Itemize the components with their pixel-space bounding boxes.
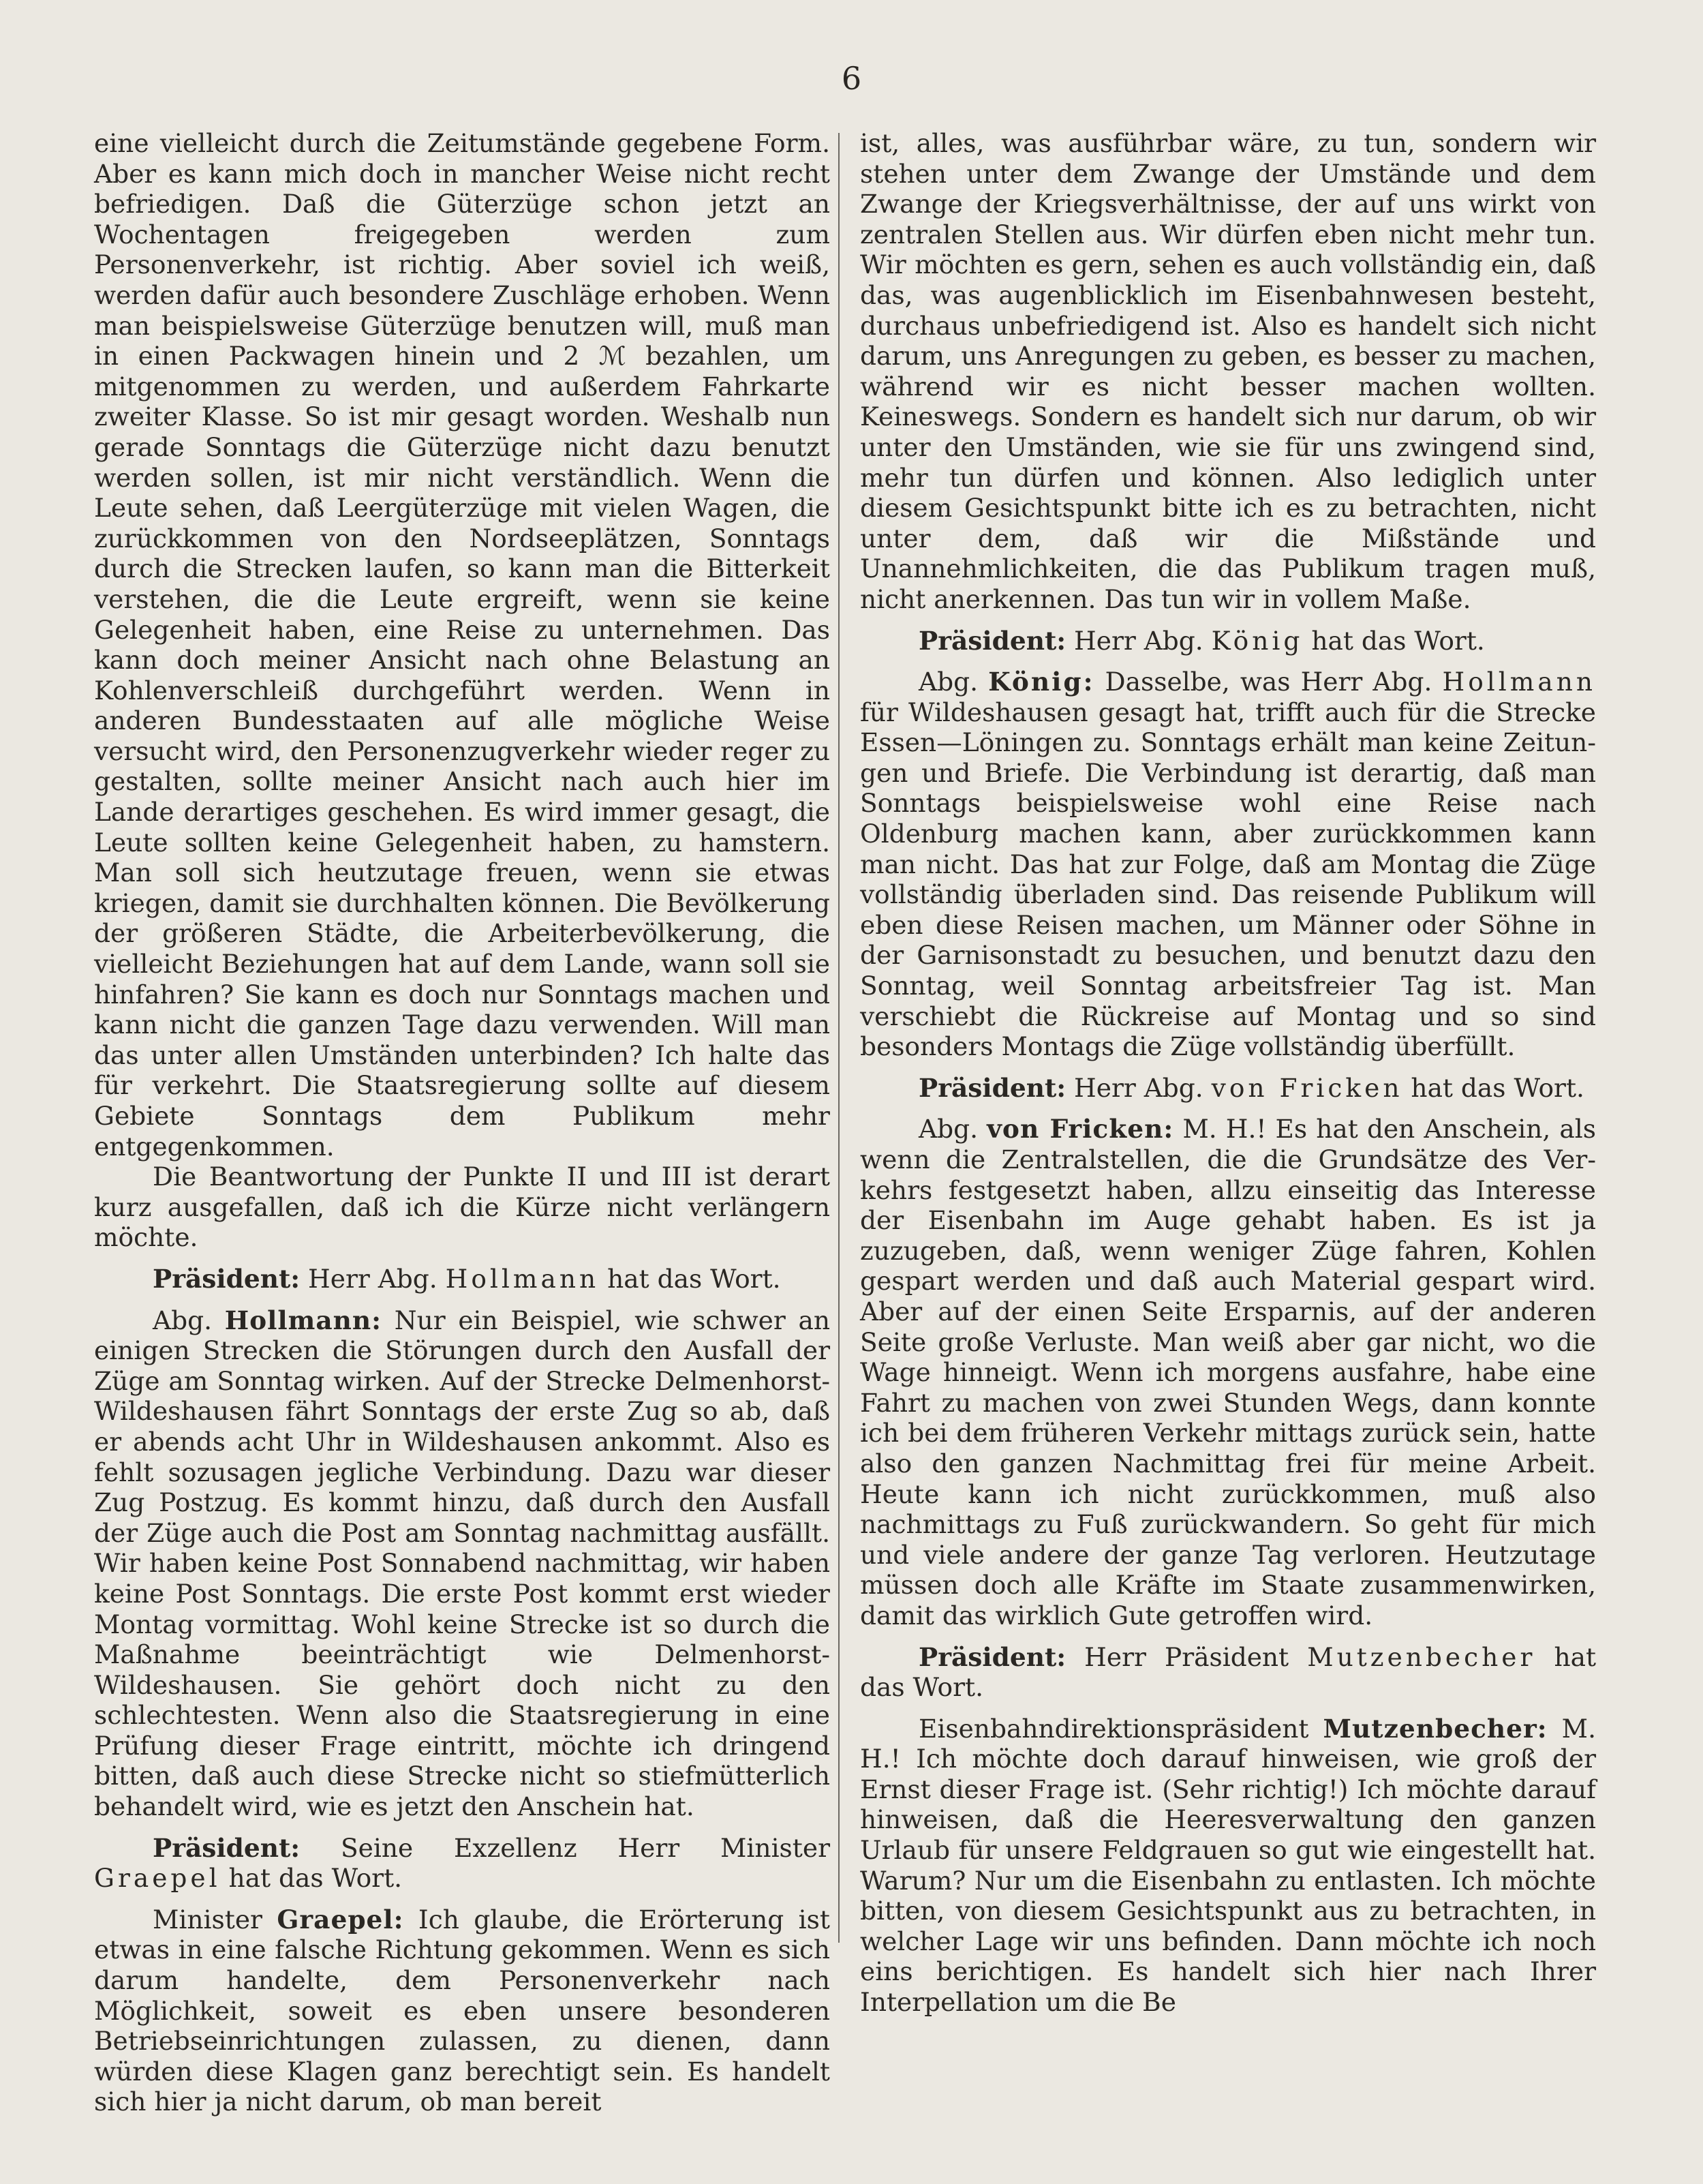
speaker-call: Präsident: Herr Präsident Mutzenbecher hat das Wort. (860, 1641, 1597, 1703)
speaker-call: Präsident: Seine Exzellenz Herr Minister Graepel hat das Wort. (94, 1832, 830, 1894)
speaker-name: von Fricken: (987, 1114, 1174, 1144)
speaker-name: Hollmann (445, 1263, 600, 1294)
speaker-name: Graepel: (277, 1904, 404, 1935)
speech: Abg. Hollmann: Nur ein Beispiel, wie schwer an einigen Strecken die Störungen durch den Ausfall der Züge am Sonntag wirken. Auf der Strecke Delmenhorst-Wildeshausen fährt Sonntags der erste Zug so ab, daß er abends acht Uhr in Wildeshausen ankommt. Also es fehlt sozusagen jegliche Verbindung. Dazu war dieser Zug Postzug. Es kommt hinzu, daß durch den Ausfall der Züge auch die Post am Sonntag nachmittag ausfällt. Wir haben keine Post Sonnabend nachmittag, wir haben keine Post Sonntags. Die erste Post kommt erst wieder Montag vormittag. Wohl keine Strecke ist so durch die Maßnahme beeinträchtigt wie Delmenhorst-Wildeshausen. Sie gehört doch nicht zu den schlechtesten. Wenn also die Staatsregierung in eine Prüfung dieser Frage eintritt, möchte ich dringend bitten, daß auch diese Strecke nicht so stiefmütterlich behandelt wird, wie es jetzt den Anschein hat. (94, 1305, 831, 1822)
speech: Minister Graepel: Ich glaube, die Erörterung ist etwas in eine falsche Richtung gekommen. Wenn es sich darum handelte, dem Personenverkehr nach Möglichkeit, soweit es eben unsere besonderen Betriebseinrichtungen zulassen, zu dienen, dann würden diese Klagen ganz berechtigt sein. Es handelt sich hier ja nicht darum, ob man bereit (94, 1904, 830, 2117)
paragraph: ist, alles, was ausführbar wäre, zu tun, sondern wir stehen unter dem Zwange der Umstände und dem Zwange der Kriegsverhältnisse, der auf uns wirkt von zentralen Stellen aus. Wir dürfen eben nicht mehr tun. Wir möchten es gern, sehen es auch vollständig ein, daß das, was augenblicklich im Eisenbahnwesen besteht, durchaus unbefriedigend ist. Also es handelt sich nicht darum, uns Anregungen zu geben, es besser zu machen, während wir es nicht besser machen wollten. Keineswegs. Sondern es handelt sich nur darum, ob wir unter den Umständen, wie sie für uns zwingend sind, mehr tun dürfen und können. Also lediglich unter diesem Gesichtspunkt bitte ich es zu betrachten, nicht unter dem, daß wir die Mißstände und Unannehmlichkeiten, die das Publikum tragen muß, nicht anerkennen. Das tun wir in vollem Maße. (860, 128, 1596, 614)
column-divider (838, 133, 840, 1943)
speaker-name: Mutzenbecher: (1323, 1713, 1548, 1744)
speaker-name: Hollmann: (224, 1305, 382, 1335)
speaker-name: König: (988, 667, 1095, 697)
speaker-reference: Hollmann (1442, 667, 1597, 697)
paragraph: eine vielleicht durch die Zeitumstände gegebene Form. Aber es kann mich doch in mancher Weise nicht recht befriedigen. Daß die Güterzüge schon jetzt an Wochentagen freigegeben werden zum Personenverkehr, ist richtig. Aber soviel ich weiß, werden dafür auch besondere Zuschläge erhoben. Wenn man beispielsweise Güterzüge benutzen will, muß man in einen Packwagen hinein und 2 ℳ bezahlen, um mitgenommen zu werden, und außerdem Fahrkarte zweiter Klasse. So ist mir gesagt worden. Weshalb nun gerade Sonntags die Güterzüge nicht dazu benutzt werden sollen, ist mir nicht verständlich. Wenn die Leute sehen, daß Leergüterzüge mit vielen Wagen, die zurückkommen von den Nordseeplätzen, Sonntags durch die Strecken laufen, so kann man die Bitterkeit verstehen, die die Leute ergreift, wenn sie keine Gelegenheit haben, eine Reise zu unternehmen. Das kann doch meiner Ansicht nach ohne Belastung an Kohlenverschleiß durchgeführt werden. Wenn in anderen Bundesstaaten auf alle mögliche Weise versucht wird, den Personenzugverkehr wieder reger zu gestalten, sollte meiner Ansicht nach auch hier im Lande derartiges geschehen. Es wird immer gesagt, die Leute sollten keine Gelegenheit haben, zu hamstern. Man soll sich heutzutage freuen, wenn sie etwas kriegen, damit sie durchhalten können. Die Bevölkerung der größeren Städte, die Arbeiterbevölkerung, die vielleicht Beziehungen hat auf dem Lande, wann soll sie hinfahren? Sie kann es doch nur Sonntags machen und kann nicht die ganzen Tage dazu verwenden. Will man das unter allen Umständen unterbinden? Ich halte das für verkehrt. Die Staatsregierung sollte auf diesem Gebiete Sonntags dem Publikum mehr entgegenkommen. (94, 128, 830, 1162)
right-column (860, 128, 1596, 2018)
speech: Abg. von Fricken: M. H.! Es hat den Anschein, als wenn die Zentralstellen, die die Grundsätze des Verkehrs festgesetzt haben, allzu einseitig das Interesse der Eisenbahn im Auge gehabt haben. Es ist ja zuzugeben, daß, wenn weniger Züge fahren, Kohlen gespart werden und daß auch Material gespart wird. Aber auf der einen Seite Ersparnis, auf der anderen Seite große Verluste. Man weiß aber gar nicht, wo die Wage hinneigt. Wenn ich morgens ausfahre, habe eine Fahrt zu machen von zwei Stunden Wegs, dann konnte ich bei dem früheren Verkehr mittags zurück sein, hatte also den ganzen Nachmittag frei für meine Arbeit. Heute kann ich nicht zurückkommen, muß also nachmittags zu Fuß zurückwandern. So geht für mich und viele andere der ganze Tag verloren. Heutzutage müssen doch alle Kräfte im Staate zusammenwirken, damit das wirklich Gute getroffen wird. (860, 1114, 1597, 1631)
left-column (94, 128, 830, 2117)
speaker-name: König (1211, 625, 1304, 656)
speaker-call: Präsident: Herr Abg. von Fricken hat das Wort. (919, 1072, 1584, 1103)
paragraph: Die Beantwortung der Punkte II und III ist derart kurz ausgefallen, daß ich die Kürze nicht verlängern möchte. (94, 1162, 830, 1253)
speaker-role: Präsident: (919, 625, 1067, 656)
speaker-role: Präsident: (153, 1832, 301, 1863)
speaker-role: Präsident: (919, 1072, 1067, 1103)
speaker-call: Präsident: Herr Abg. Hollmann hat das Wort. (153, 1263, 781, 1294)
speaker-role: Präsident: (153, 1263, 301, 1294)
speech: Eisenbahndirektionspräsident Mutzenbecher: M. H.! Ich möchte doch darauf hinweisen, wie groß der Ernst dieser Frage ist. (Sehr richtig!) Ich möchte darauf hinweisen, daß die Heeresverwaltung den ganzen Urlaub für unsere Feldgrauen so gut wie eingestellt hat. Warum? Nur um die Eisenbahn zu entlasten. Ich möchte bitten, von diesem Gesichtspunkt aus zu betrachten, in welcher Lage wir uns befinden. Dann möchte ich noch eins berichtigen. Es handelt sich hier nach Ihrer Interpellation um die Be (860, 1713, 1596, 2018)
page-number: 6 (841, 60, 862, 97)
speaker-role: Präsident: (919, 1641, 1067, 1672)
speaker-name: Graepel (94, 1863, 221, 1894)
speaker-call: Präsident: Herr Abg. König hat das Wort. (919, 625, 1485, 656)
speech: Abg. König: Dasselbe, was Herr Abg. Hollmann für Wildeshausen gesagt hat, trifft auch für die Strecke Essen—Löningen zu. Sonntags erhält man keine Zeitungen und Briefe. Die Verbindung ist derartig, daß man Sonntags beispielsweise wohl eine Reise nach Oldenburg machen kann, aber zurückkommen kann man nicht. Das hat zur Folge, daß am Montag die Züge vollständig überladen sind. Das reisende Publikum will eben diese Reisen machen, um Männer oder Söhne in der Garnisonstadt zu besuchen, und benutzt dazu den Sonntag, weil Sonntag arbeitsfreier Tag ist. Man verschiebt die Rückreise auf Montag und so sind besonders Montags die Züge vollständig überfüllt. (860, 667, 1597, 1062)
speaker-name: von Fricken (1211, 1072, 1403, 1103)
speaker-name: Mutzenbecher (1307, 1641, 1536, 1672)
